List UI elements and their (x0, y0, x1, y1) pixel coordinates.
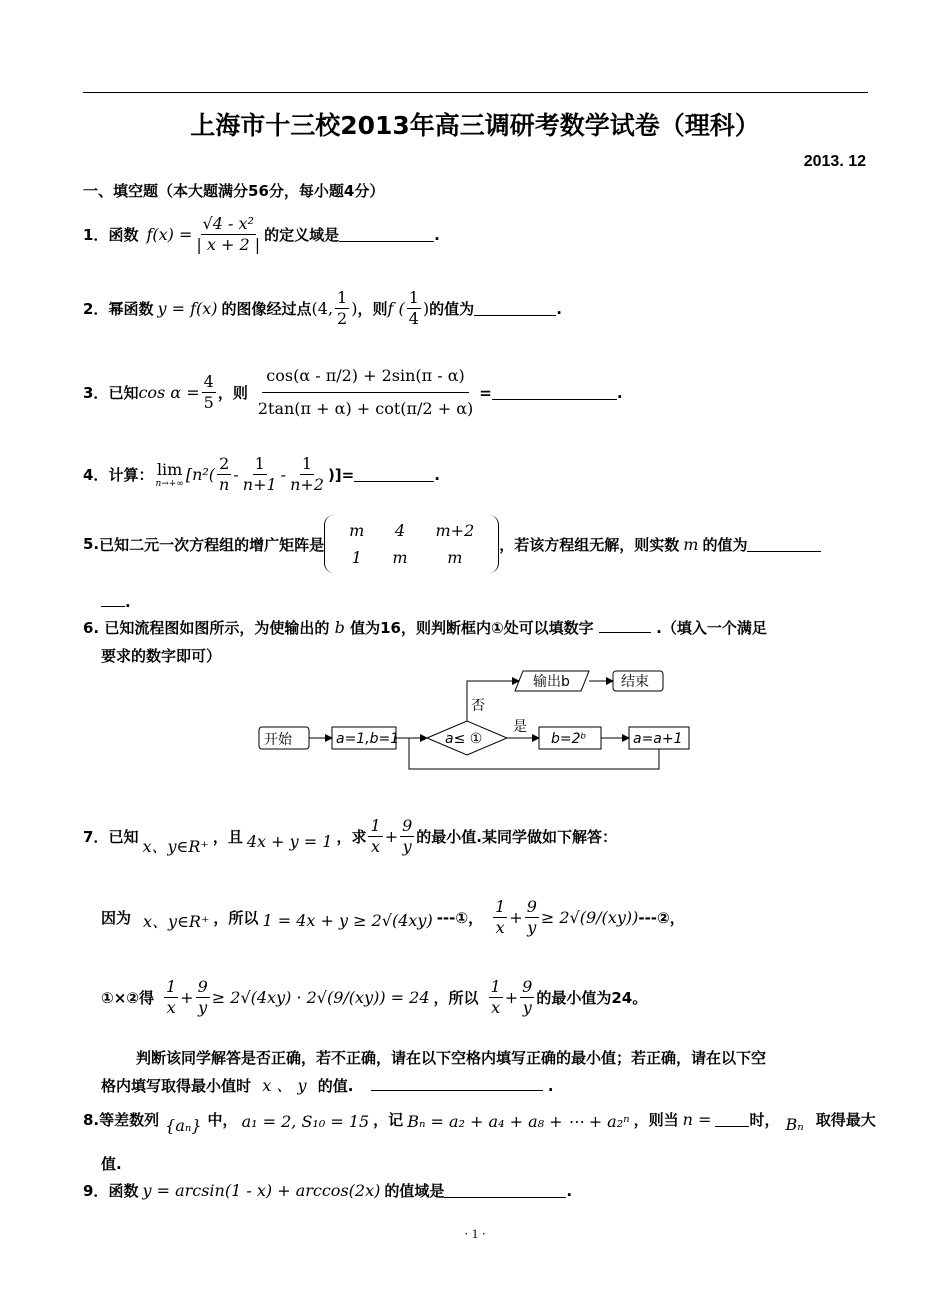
q3-top: cos(α - π/2) + 2sin(π - α) (262, 360, 469, 393)
q6-text3: .（填入一个满足 (656, 619, 767, 637)
question-6 (83, 617, 767, 638)
q5-number: 5. (83, 535, 100, 553)
flow-cond-label: a≤ ① (445, 731, 483, 747)
q8-number: 8. (83, 1110, 100, 1129)
question-3 (83, 360, 623, 425)
flow-output-label: 输出b (533, 674, 570, 690)
q3-pre: 已知 (108, 384, 139, 402)
q2-point: (4, (311, 299, 334, 318)
matrix-cell: m+2 (435, 521, 475, 540)
q7-ineq1: 1 = 4x + y ≥ 2√(4xy) (262, 911, 433, 930)
q9-post: 的值域是 (384, 1182, 445, 1200)
q4-inner: [n²( (185, 465, 216, 484)
q4-t3-den: n+2 (290, 475, 324, 494)
q5-post: ，若该方程组无解，则实数 (499, 535, 680, 554)
q3-cos-den: 5 (203, 393, 214, 412)
q4-t1-den: n (219, 475, 230, 494)
q1-end: . (434, 225, 440, 244)
q8-bn: Bₙ = a₂ + a₄ + a₈ + ⋯ + a₂ⁿ (407, 1112, 630, 1131)
q7-solution-line1: 因为 x、y∈R⁺ ，所以 1 = 4x + y ≥ 2√(4xy) ---①， $\frac{1}{x}$ + $\frac{9}{y}$ ≥ 2√(9/(xy)) ---②， (101, 897, 685, 937)
q9-expr: y = arcsin(1 - x) + arccos(2x) (142, 1181, 381, 1200)
q5-matrix (324, 515, 499, 573)
q4-limit (155, 460, 183, 489)
question-5 (83, 515, 821, 573)
q8-when: 时， (749, 1111, 780, 1129)
q8-post: 取得最大 (815, 1111, 876, 1129)
q2-f: f ( (387, 299, 405, 318)
q1-numerator: √4 - x² (202, 214, 254, 233)
q4-pre: 计算： (108, 466, 154, 484)
q5-end: . (125, 593, 131, 611)
q7-prod: ≥ 2√(4xy) · 2√(9/(xy)) = 24 (211, 988, 430, 1007)
q4-t3-num: 1 (301, 454, 313, 473)
q5-answer-blank[interactable] (747, 537, 821, 552)
q3-answer-blank[interactable] (492, 385, 617, 400)
q2-answer-blank[interactable] (474, 301, 556, 316)
q1-pre: 函数 (108, 226, 139, 244)
q7-solution-line2: ①×②得 $\frac{1}{x}$ + $\frac{9}{y}$ ≥ 2√(4xy) · 2√(9/(xy)) = 24 ，所以 $\frac{1}{x}$ + $\frac{9}{y}$ 的最小值为24。 (101, 977, 648, 1017)
q4-close: )]= (327, 465, 355, 484)
q7-pre: 已知 (108, 828, 139, 846)
q7-frac1: $\frac{1}{x}$ (370, 816, 381, 856)
q8-seq: {aₙ} (165, 1116, 202, 1135)
q9-number: 9． (83, 1182, 109, 1200)
q7-judge2: 格内填写取得最小值时 (101, 1077, 252, 1095)
flow-start-label: 开始 (264, 732, 292, 748)
q4-answer-blank[interactable] (354, 467, 434, 482)
q1-answer-blank[interactable] (339, 227, 434, 242)
q3-end: . (616, 383, 623, 402)
q7-xy: x 、 y (262, 1076, 307, 1095)
q3-number: 3． (83, 384, 109, 402)
q7-mark2: ---②， (638, 909, 685, 927)
q7-so2: ，所以 (433, 989, 479, 1007)
q3-big-fraction (254, 360, 477, 425)
q6-text4: 要求的数字即可） (101, 647, 222, 665)
q1-number: 1． (83, 226, 109, 244)
exam-date: 2013. 12 (803, 153, 866, 170)
question-1 (83, 214, 440, 255)
q1-post: 的定义域是 (264, 226, 340, 244)
q6-text2: 值为16，则判断框内①处可以填数字 (350, 619, 594, 637)
q8-cond: a₁ = 2, S₁₀ = 15 (241, 1112, 370, 1131)
matrix-cell: 4 (394, 521, 405, 540)
question-8 (83, 1104, 876, 1135)
flowchart (255, 663, 695, 775)
flow-end-label: 结束 (621, 674, 649, 690)
q1-denominator: | x + 2 | (196, 235, 261, 254)
q9-answer-blank[interactable] (444, 1183, 566, 1198)
q2-close: ) (351, 299, 358, 318)
q7-because: 因为 (101, 909, 132, 927)
q7-judge1: 判断该同学解答是否正确，若不正确，请在以下空格内填写正确的最小值；若正确，请在以下空 (136, 1049, 767, 1067)
q5-continuation (101, 592, 131, 611)
q6-number: 6. (83, 619, 100, 637)
q4-term1 (217, 454, 231, 495)
q7-frac6: $\frac{9}{y}$ (197, 977, 208, 1017)
q7-and: ，且 (212, 828, 243, 846)
matrix-cell: m (447, 548, 463, 567)
q4-end: . (434, 465, 440, 484)
q7-judge-line2 (101, 1073, 554, 1096)
matrix-cell: m (392, 548, 408, 567)
q3-eq: = (479, 383, 492, 402)
q4-term3 (288, 454, 326, 495)
q9-pre: 函数 (108, 1182, 139, 1200)
q5-var: m (683, 534, 699, 554)
question-4: 4． 计算： lim n→+∞ [n²( $\frac{2}{n}$ - $\frac{1}{n+1}$ - $\frac{1}{n+2}$ )]= . (83, 454, 440, 494)
q7-frac7: $\frac{1}{x}$ (490, 977, 501, 1017)
flow-yes-label: 是 (513, 719, 527, 735)
q3-cos-fraction (202, 372, 216, 413)
q8-n: n = (682, 1110, 712, 1129)
q8-mid: 中， (207, 1111, 238, 1129)
page-title: 上海市十三校2013年高三调研考数学试卷（理科） (190, 111, 760, 140)
question-2 (83, 288, 562, 329)
q6-var: b (334, 618, 345, 637)
q7-so: ，所以 (213, 909, 259, 927)
q4-t2-num: 1 (254, 454, 265, 473)
q2-end: . (556, 299, 562, 318)
q2-half-den: 2 (337, 309, 348, 328)
question-9 (83, 1180, 572, 1201)
q2-number: 2． (83, 300, 109, 318)
q7-cond2: 4x + y = 1 (246, 832, 333, 851)
q4-t1-num: 2 (219, 454, 230, 473)
q3-bottom: 2tan(π + α) + cot(π/2 + α) (257, 399, 474, 418)
q4-t2-den: n+1 (242, 475, 277, 494)
flow-assign-label: b=2ᵇ (551, 731, 587, 747)
page-number: · 1 · (464, 1226, 486, 1241)
q3-cos: cos α = (138, 383, 200, 402)
q4-lim: lim (156, 460, 183, 479)
flow-no-label: 否 (471, 698, 485, 714)
q3-then: ，则 (217, 384, 248, 402)
q5-post2: 的值为 (702, 535, 748, 554)
flow-init-label: a=1,b=1 (336, 731, 400, 747)
q2-quarter-den: 4 (408, 309, 419, 328)
q6-text1: 已知流程图如图所示，为使输出的 (104, 619, 330, 637)
q2-half-num: 1 (337, 288, 348, 307)
section-heading: 一、填空题（本大题满分56分，每小题4分） (83, 182, 385, 200)
q3-cos-num: 4 (203, 372, 214, 391)
q7-ineq2: ≥ 2√(9/(xy)) (540, 908, 639, 927)
header-rule (83, 92, 868, 93)
q2-pre: 幂函数 (108, 300, 154, 318)
matrix-cell: 1 (351, 548, 362, 567)
q1-fraction (194, 214, 262, 255)
q2-quarter (407, 288, 421, 329)
q5-pre: 已知二元一次方程组的增广矩阵是 (99, 535, 325, 554)
q8-answer-blank[interactable] (715, 1112, 749, 1127)
q1-fx: f(x) = (146, 225, 193, 244)
q7-frac8: $\frac{9}{y}$ (522, 977, 533, 1017)
q7-ask: ，求 (336, 828, 367, 846)
q7-frac2: $\frac{9}{y}$ (402, 816, 413, 856)
q7-end: . (547, 1077, 554, 1095)
q7-post: 的最小值.某同学做如下解答： (416, 828, 617, 846)
q4-lim-sub: n→+∞ (155, 479, 184, 489)
q7-frac5: $\frac{1}{x}$ (165, 977, 177, 1017)
matrix-cell: m (349, 521, 365, 540)
q8-then: ，则当 (633, 1111, 679, 1129)
q2-post: 的值为 (429, 300, 475, 318)
q2-then: ，则 (357, 300, 388, 318)
q7-frac3: $\frac{1}{x}$ (495, 897, 506, 937)
flow-inc-label: a=a+1 (633, 731, 683, 747)
q2-mid: 的图像经过点 (221, 300, 312, 318)
q8-bn2: Bₙ (785, 1115, 804, 1134)
question-7: 7． 已知 x、y∈R⁺ ，且 4x + y = 1 ，求 $\frac{1}{x}$ + $\frac{9}{y}$ 的最小值.某同学做如下解答： (83, 816, 617, 856)
q4-term2 (241, 454, 279, 495)
q2-qclose: ) (422, 299, 430, 318)
q7-number: 7． (83, 828, 109, 846)
q5-answer-blank-cont[interactable] (101, 592, 125, 607)
q6-answer-blank[interactable] (599, 618, 651, 633)
q7-cond1-repeat: x、y∈R⁺ (143, 912, 210, 931)
q7-judge3: 的值. (317, 1077, 354, 1095)
q4-number: 4． (83, 466, 109, 484)
q7-cond1: x、y∈R⁺ (142, 837, 209, 856)
q2-quarter-num: 1 (408, 288, 419, 307)
q2-expr: y = f(x) (157, 299, 218, 318)
q7-mark1: ---①， (436, 909, 484, 927)
q7-frac4: $\frac{9}{y}$ (526, 897, 537, 937)
q8-ji: ，记 (373, 1111, 404, 1129)
q2-half (335, 288, 349, 329)
q7-answer-blank[interactable] (371, 1076, 543, 1091)
q7-times: ①×②得 (101, 989, 154, 1007)
q8-post2: 值. (101, 1155, 122, 1173)
q9-end: . (566, 1181, 573, 1200)
q7-post2: 的最小值为24。 (536, 989, 648, 1007)
q8-pre: 等差数列 (99, 1111, 160, 1129)
